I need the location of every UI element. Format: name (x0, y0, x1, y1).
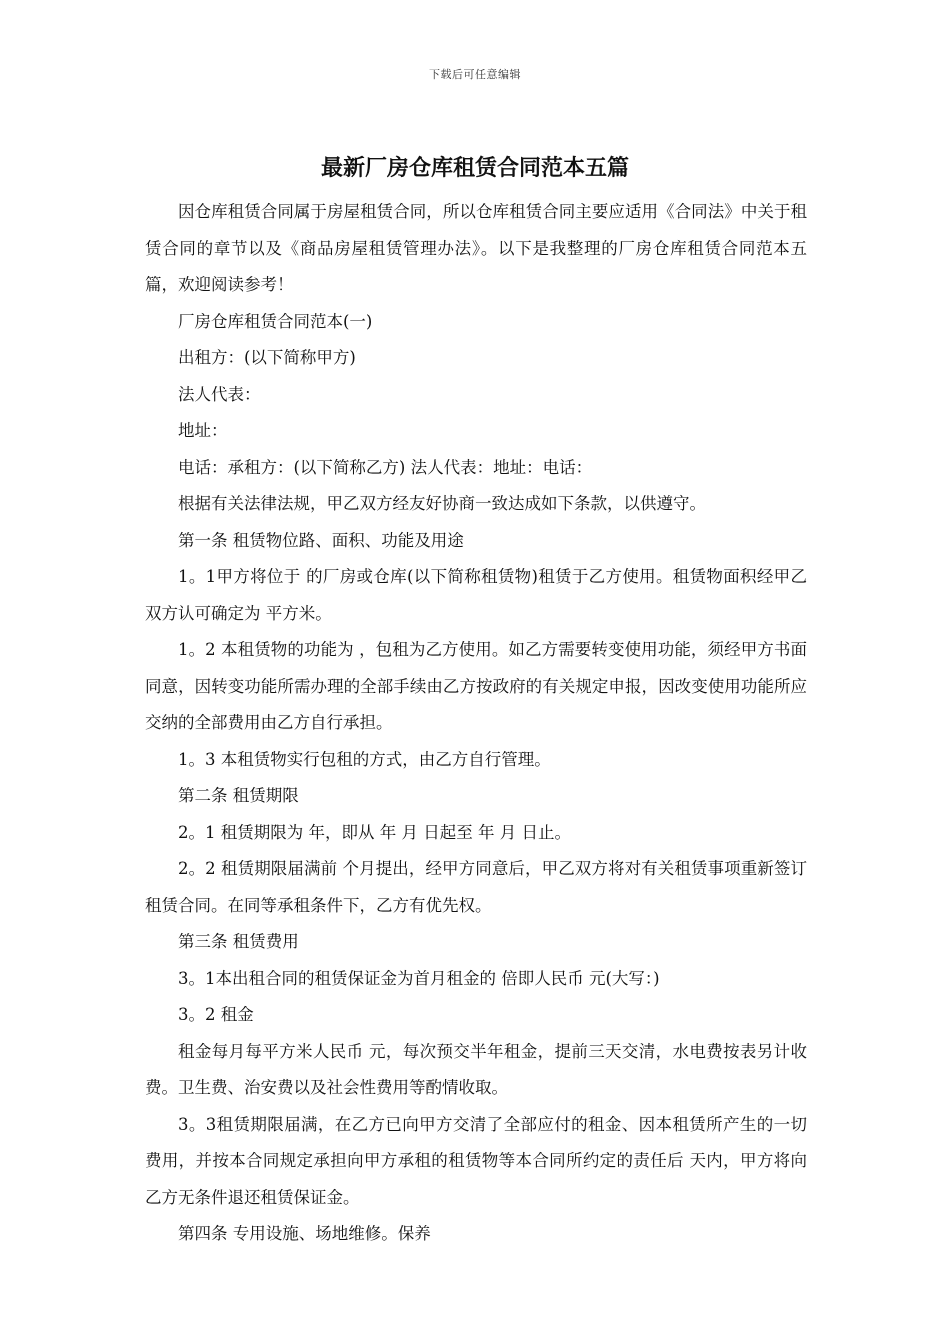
paragraph-article-1-heading: 第一条 租赁物位路、面积、功能及用途 (178, 530, 464, 550)
paragraph-clause-1-3: 1。3 本租赁物实行包租的方式，由乙方自行管理。 (178, 749, 551, 769)
paragraph-intro: 因仓库租赁合同属于房屋租赁合同，所以仓库租赁合同主要应适用《合同法》中关于租赁合同的章节以及《商品房屋租赁管理办法》。以下是我整理的厂房仓库租赁合同范本五篇，欢迎阅读参考！ (145, 202, 807, 294)
document-title: 最新厂房仓库租赁合同范本五篇 (320, 156, 629, 181)
paragraph-address: 地址： (178, 421, 228, 440)
paragraph-article-4-heading: 第四条 专用设施、场地维修。保养 (178, 1224, 431, 1243)
header-note: 下载后可任意编辑 (429, 68, 521, 81)
paragraph-clause-3-3: 3。3租赁期限届满，在乙方已向甲方交清了全部应付的租金、因本租赁所产生的一切费用，并按本合同规定承担向甲方承租的租赁物等本合同所约定的责任后 天内，甲方将向乙方无条件退还租赁保证金。 (145, 1114, 807, 1207)
paragraph-clause-1-2: 1。2 本租赁物的功能为 ，包租为乙方使用。如乙方需要转变使用功能，须经甲方书面同意，因转变功能所需办理的全部手续由乙方按政府的有关规定申报，因改变使用功能所应交纳的全部费用由乙方自行承担。 (145, 640, 807, 732)
paragraph-clause-3-2: 3。2 租金 (178, 1005, 254, 1024)
paragraph-sample-heading: 厂房仓库租赁合同范本(一) (178, 311, 373, 331)
paragraph-agreement-basis: 根据有关法律法规，甲乙双方经友好协商一致达成如下条款，以供遵守。 (178, 494, 706, 513)
paragraph-legal-rep: 法人代表： (178, 384, 261, 404)
paragraph-clause-2-1: 2。1 租赁期限为 年，即从 年 月 日起至 年 月 日止。 (178, 822, 571, 842)
paragraph-article-2-heading: 第二条 租赁期限 (178, 786, 299, 805)
paragraph-clause-2-2: 2。2 租赁期限届满前 个月提出，经甲方同意后，甲乙双方将对有关租赁事项重新签订租赁合同。在同等承租条件下，乙方有优先权。 (145, 859, 807, 915)
paragraph-clause-3-1: 3。1本出租合同的租赁保证金为首月租金的 倍即人民币 元(大写：) (178, 968, 660, 988)
paragraph-clause-1-1: 1。1甲方将位于 的厂房或仓库(以下简称租赁物)租赁于乙方使用。租赁物面积经甲乙双方认可确定为 平方米。 (145, 567, 807, 623)
paragraph-phone-lessee: 电话：承租方：(以下简称乙方) 法人代表：地址：电话： (178, 457, 593, 477)
paragraph-lessor: 出租方：(以下简称甲方) (178, 348, 356, 367)
paragraph-article-3-heading: 第三条 租赁费用 (178, 932, 299, 951)
paragraph-rent-details: 租金每月每平方米人民币 元，每次预交半年租金，提前三天交清，水电费按表另计收费。卫生费、治安费以及社会性费用等酌情收取。 (145, 1041, 807, 1097)
document-body (145, 194, 807, 1253)
